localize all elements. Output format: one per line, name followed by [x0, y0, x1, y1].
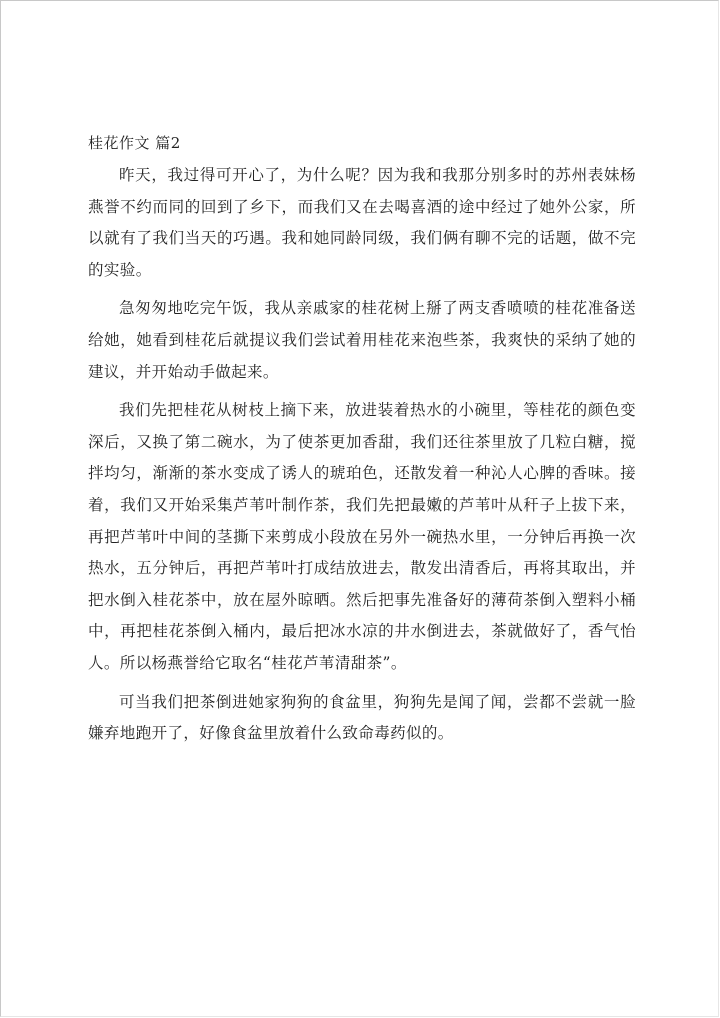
paragraph-1: 昨天，我过得可开心了，为什么呢？因为我和我那分别多时的苏州表妹杨燕誉不约而同的回到了乡下，而我们又在去喝喜酒的途中经过了她外公家，所以就有了我们当天的巧遇。我和她同龄同级，我们俩有聊不完的话题，做不完的实验。 — [88, 166, 636, 279]
paragraph-3: 我们先把桂花从树枝上摘下来，放进装着热水的小碗里，等桂花的颜色变深后，又换了第二碗水，为了使茶更加香甜，我们还往茶里放了几粒白糖，搅拌均匀，渐渐的茶水变成了诱人的琥珀色，还散发着一种沁人心脾的香味。接着，我们又开始采集芦苇叶制作茶，我们先把最嫩的芦苇叶从秆子上拔下来，再把芦苇叶中间的茎撕下来剪成小段放在另外一碗热水里，一分钟后再换一次热水，五分钟后，再把芦苇叶打成结放进去，散发出清香后，再将其取出，并把水倒入桂花茶中，放在屋外晾晒。然后把事先准备好的薄荷茶倒入塑料小桶中，再把桂花茶倒入桶内，最后把冰水凉的井水倒进去，茶就做好了，香气怡人。所以杨燕誉给它取名“桂花芦苇清甜茶”。 — [88, 401, 636, 672]
paragraph-4: 可当我们把茶倒进她家狗狗的食盆里，狗狗先是闻了闻，尝都不尝就一脸嫌弃地跑开了，好像食盆里放着什么致命毒药似的。 — [88, 692, 636, 743]
paragraph-2: 急匆匆地吃完午饭，我从亲戚家的桂花树上掰了两支香喷喷的桂花准备送给她，她看到桂花后就提议我们尝试着用桂花来泡些茶，我爽快的采纳了她的建议，并开始动手做起来。 — [88, 299, 636, 381]
document-title: 桂花作文 篇2 — [88, 134, 181, 152]
document-body — [88, 131, 636, 750]
